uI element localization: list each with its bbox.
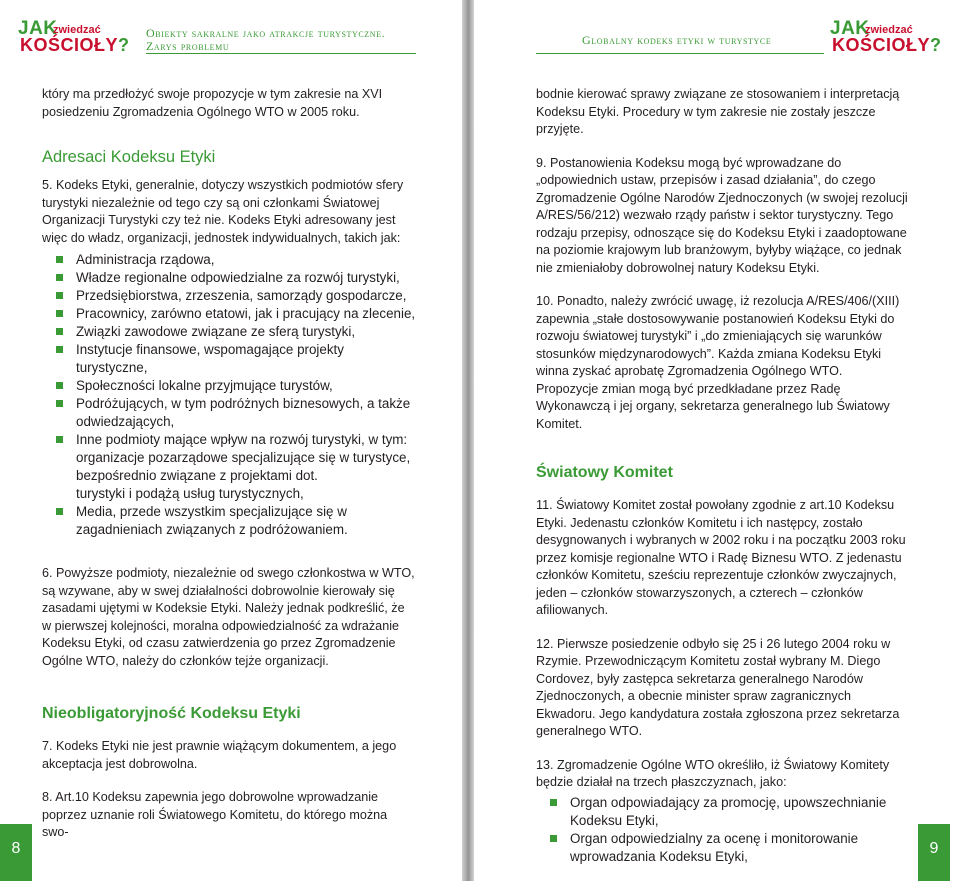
logo [18,18,138,58]
running-head-right: Globalny kodeks etyki w turystyce [582,33,772,47]
list-item: Organ odpowiedzialny za ocenę i monitorowanie wprowadzania Kodeksu Etyki, [536,830,908,866]
logo-jak: JAK [18,18,58,39]
running-head-left [146,27,385,53]
paragraph-9: 9. Postanowienia Kodeksu mogą być wprowadzane do „odpowiednich ustaw, przepisów i zasad działania”, do czego Zgromadzenie Ogólne Narodów Zjednoczonych (w swojej rezolucji A/RES/56/212) wezwało rządy państw i sektor turystyczny. Tego rodzaju przepisy, odnoszące się do Kodeksu Etyki i zaadoptowane na poziomie krajowym lub branżowym, byłyby wiążące, co jednak nie zmieniałoby dobrowolnej natury Kodeksu Etyki. [536,155,908,275]
page-number-left: 8 [0,824,32,881]
logo-jak: JAK [830,18,870,39]
committee-roles-list [536,794,908,866]
logo-koscioly: KOŚCIOŁY? [832,35,942,55]
list-item: Podróżujących, w tym podróżnych biznesowych, a także odwiedzających, [42,395,416,431]
paragraph-7: 7. Kodeks Etyki nie jest prawnie wiążącym dokumentem, a jego akceptacja jest dobrowolna. [42,739,397,771]
left-page [0,0,462,881]
logo-right [830,18,950,58]
list-item: Instytucje finansowe, wspomagające projekty turystyczne, [42,341,416,377]
list-item: Związki zawodowe związane ze sferą turystyki, [42,323,416,341]
list-item-continuation: turystyki i podążą usług turystycznych, [76,486,304,501]
logo-koscioly: KOŚCIOŁY? [20,35,130,55]
list-item: Organ odpowiadający za promocję, upowszechnianie Kodeksu Etyki, [536,794,908,830]
running-head-line-2: Zarys problemu [146,39,230,53]
section-heading-nieobligatoryjnosc: Nieobligatoryjność Kodeksu Etyki [42,705,301,722]
left-column [42,86,416,842]
list-item: Media, przede wszystkim specjalizujące się w zagadnieniach związanych z podróżowaniem. [42,503,416,539]
paragraph-8: 8. Art.10 Kodeksu zapewnia jego dobrowolne wprowadzanie poprzez uznanie roli Światowego Komitetu, do którego można swo- [42,790,388,839]
list-item: Przedsiębiorstwa, zrzeszenia, samorządy gospodarcze, [42,287,416,305]
paragraph-5: 5. Kodeks Etyki, generalnie, dotyczy wszystkich podmiotów sfery turystyki niezależnie od tego czy są oni członkami Światowej Organizacji Turystyki czy też nie. Kodeks Etyki adresowany jest więc do władz, organizacji, jednostek indywidualnych, takich jak: [42,178,404,245]
paragraph-10: 10. Ponadto, należy zwrócić uwagę, iż rezolucja A/RES/406/(XIII) zapewnia „stałe dostosowywanie postanowień Kodeksu Etyki do rozwoju światowej turystyki” i „do zmieniających się warunków stosunków międzynarodowych”. Każda zmiana Kodeksu Etyki winna zyskać aprobatę Zgromadzenia Ogólnego WTO. Propozycje zmian mogą być przedkładane przez Radę Wykonawczą i jej organy, sekretarza generalnego lub Światowy Komitet. [536,294,900,431]
addressees-list [42,251,416,539]
paragraph-11: 11. Światowy Komitet został powołany zgodnie z art.10 Kodeksu Etyki. Jedenastu członków Komitetu i ich następcy, zostało desygnowanych i wybranych w 2002 roku i na początku 2003 roku przez komisje regionalne WTO i Radę Biznesu WTO. Z jedenastu członków Komitetu, sześciu reprezentuje członków zwyczajnych, jeden – członków stowarzyszonych, a czterech – członków afiliowanych. [536,498,906,617]
logo-zwiedzac: zwiedzać [865,24,913,36]
section-heading-adresaci: Adresaci Kodeksu Etyki [42,148,216,166]
list-item: Inne podmioty mające wpływ na rozwój turystyki, w tym: organizacje pozarządowe specjalizujące się w turystyce, bezpośrednio związane z projektami dot. [42,431,416,485]
right-column [536,86,908,866]
page-number-right: 9 [918,824,950,881]
intro-paragraph-right: bodnie kierować sprawy związane ze stosowaniem i interpretacją Kodeksu Etyki. Procedury w tym zakresie nie zostały jeszcze przyjęte. [536,87,900,136]
list-item: Władze regionalne odpowiedzialne za rozwój turystyki, [42,269,416,287]
paragraph-12: 12. Pierwsze posiedzenie odbyło się 25 i 26 lutego 2004 roku w Rzymie. Przewodniczącym Komitetu został wybrany M. Diego Cordovez, były zastępca sekretarza generalnego Narodów Zjednoczonych, a obecnie minister spraw zagranicznych Ekwadoru. Jego kandydatura została zgłoszona przez sekretarza generalnego WTO. [536,636,900,738]
intro-paragraph: który ma przedłożyć swoje propozycje w tym zakresie na XVI posiedzeniu Zgromadzenia Ogólnego WTO w 2005 roku. [42,87,383,119]
list-item: Społeczności lokalne przyjmujące turystów, [42,377,416,395]
list-item: Administracja rządowa, [42,251,416,269]
section-heading-swiatowy-komitet: Światowy Komitet [536,464,673,481]
list-item: Pracownicy, zarówno etatowi, jak i pracujący na zlecenie, [42,305,416,323]
logo-zwiedzac: zwiedzać [53,24,101,36]
header-rule-right [536,53,824,54]
running-head-line-1: Obiekty sakralne jako atrakcje turystyczne. [146,26,386,40]
header-rule [146,53,416,54]
paragraph-13: 13. Zgromadzenie Ogólne WTO określiło, iż Światowy Komitety będzie działał na trzech płaszczyznach, jako: [536,757,890,789]
right-page [474,0,960,881]
paragraph-6: 6. Powyższe podmioty, niezależnie od swego członkostwa w WTO, są wzywane, aby w swej działalności dobrowolnie kierowały się zasadami ujętymi w Kodeksie Etyki. Należy jednak podkreślić, że w pierwszej kolejności, moralna odpowiedzialność za wdrażanie Kodeksu Etyki, od czasu zatwierdzenia go przez Zgromadzenie Ogólne WTO, należy do członków tejże organizacji. [42,566,415,668]
